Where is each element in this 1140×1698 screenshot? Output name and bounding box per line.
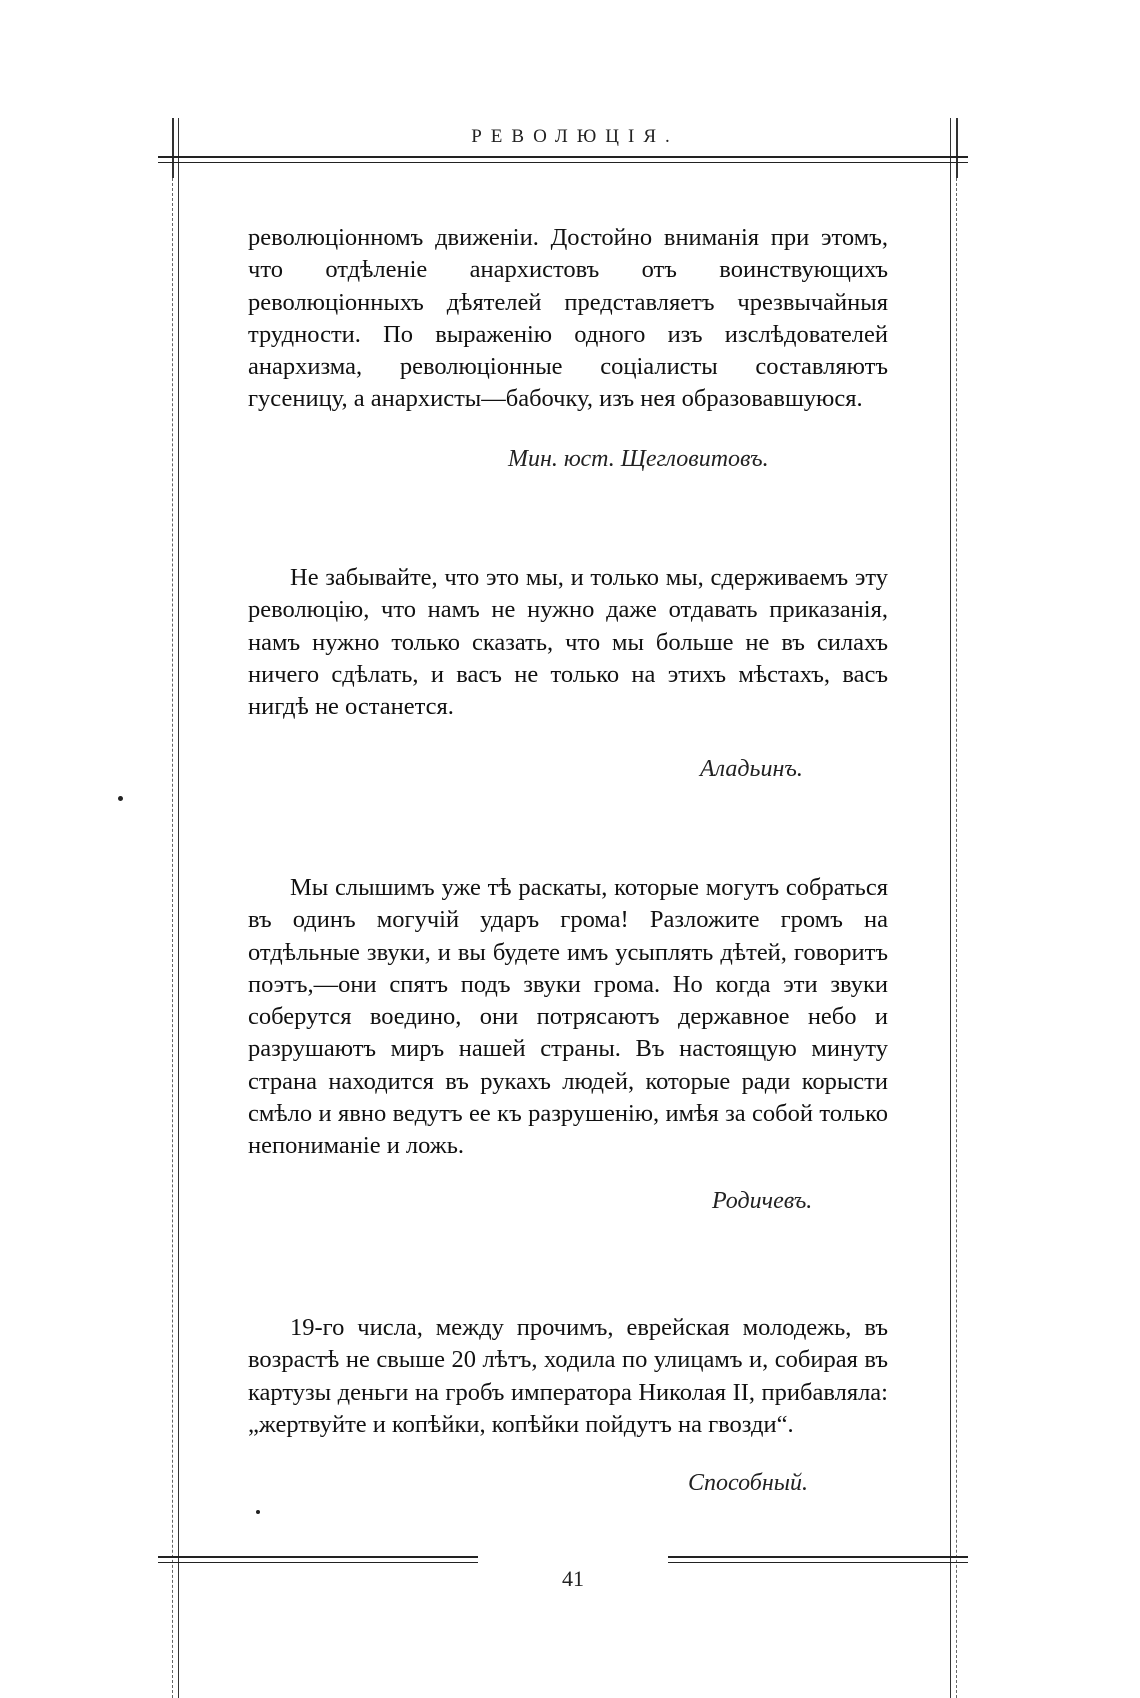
signature-aladin: Аладьинъ.	[700, 756, 803, 782]
passage-shcheglovitov	[248, 222, 888, 416]
signature-rodichev: Родичевъ.	[712, 1188, 813, 1214]
frame-left-outer-rule	[172, 118, 174, 178]
scan-speck	[118, 796, 123, 801]
passage-text: 19-го числа, между прочимъ, еврейская молодежь, въ возрастѣ не свыше 20 лѣтъ, ходила по улицамъ и, собирая въ картузы деньги на гробъ императора Николая II, прибавляла: „жертвуйте и копѣйки, копѣйки пойдутъ на гвозди“.	[248, 1314, 888, 1438]
footer-rule-left-upper	[158, 1556, 478, 1558]
scan-speck	[256, 1510, 260, 1514]
page-number: 41	[562, 1566, 584, 1591]
passage-text: революціонномъ движеніи. Достойно вниманія при этомъ, что отдѣленіе анархистовъ отъ воинствующихъ революціонныхъ дѣятелей представляетъ чрезвычайныя трудности. По выраженію одного изъ изслѣдователей анархизма, революціонные соціалисты составляютъ гусеницу, а анархисты—бабочку, изъ нея образовавшуюся.	[248, 224, 888, 413]
running-title: РЕВОЛЮЦІЯ.	[471, 126, 679, 147]
footer-rule-right-upper	[668, 1556, 968, 1558]
frame-left-inner-rule	[178, 118, 179, 1698]
signature-shcheglovitov: Мин. юст. Щегловитовъ.	[508, 446, 769, 472]
frame-right-inner-rule	[950, 118, 951, 1698]
passage-rodichev	[248, 872, 888, 1163]
frame-left-outer-rule-long	[172, 178, 173, 1698]
passage-aladin	[248, 562, 888, 723]
passage-text: Не забывайте, что это мы, и только мы, сдерживаемъ эту революцію, что намъ не нужно даже отдавать приказанія, намъ нужно только сказать, что мы больше не въ силахъ ничего сдѣлать, и васъ не только на этихъ мѣстахъ, васъ нигдѣ не останется.	[248, 564, 888, 721]
footer-rule-left-lower	[158, 1562, 478, 1563]
frame-right-outer-rule-long	[956, 178, 957, 1698]
footer-rule-right-lower	[668, 1562, 968, 1563]
header-rule-upper	[158, 156, 968, 158]
signature-sposobny: Способный.	[688, 1470, 808, 1496]
passage-sposobny	[248, 1312, 888, 1441]
passage-text: Мы слышимъ уже тѣ раскаты, которые могутъ собраться въ одинъ могучій ударъ грома! Разложите громъ на отдѣльные звуки, и вы будете имъ усыплять дѣтей, говоритъ поэтъ,—они спятъ подъ звуки грома. Но когда эти звуки соберутся воедино, они потрясаютъ державное небо и разрушаютъ миръ нашей страны. Въ настоящую минуту страна находится въ рукахъ людей, которые ради корысти смѣло и явно ведутъ ее къ разрушенію, имѣя за собой только непониманіе и ложь.	[248, 874, 888, 1160]
frame-right-outer-rule	[956, 118, 958, 178]
header-rule-lower	[158, 162, 968, 163]
